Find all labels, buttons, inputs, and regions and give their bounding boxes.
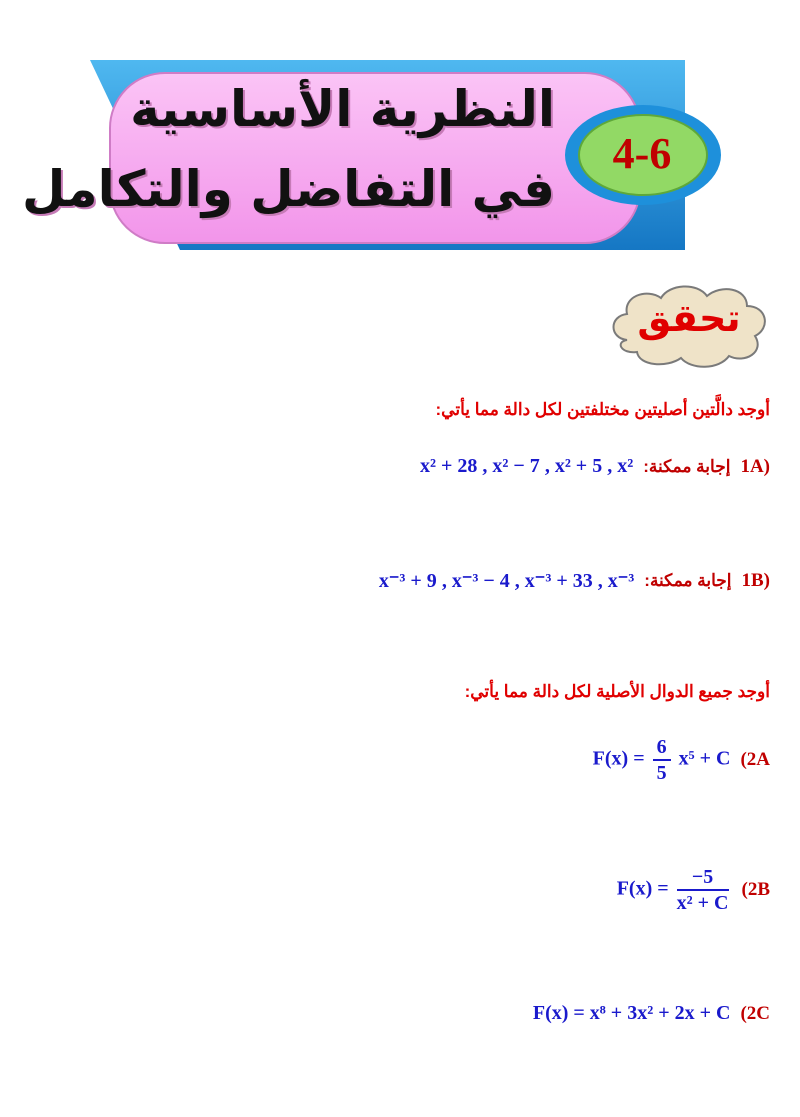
exercise-label: 1A) — [740, 455, 770, 477]
exercise-label: 1B) — [741, 569, 770, 591]
exercise-label: (2C — [740, 1002, 770, 1024]
exercise-2c — [533, 1002, 770, 1025]
fraction-numerator: 6 — [653, 735, 671, 761]
answer-term: x⁻³ + 33 — [524, 570, 593, 592]
answer-term: x² − 7 — [492, 455, 540, 477]
answer-expression — [617, 865, 732, 915]
answer-term: x⁻³ — [607, 570, 635, 592]
fraction — [677, 865, 729, 915]
answer-expression: x⁻³ + 9 , x⁻³ − 4 , x⁻³ + 33 , x⁻³ — [378, 570, 635, 592]
exercise-label: (2A — [740, 749, 770, 770]
answer-expression — [593, 735, 731, 785]
expression-rest: x⁵ + C — [678, 747, 731, 770]
expression-lhs: F(x) = — [616, 877, 669, 900]
answer-expression: F(x) = x⁸ + 3x² + 2x + C — [532, 1002, 731, 1024]
fraction-denominator: x² + C — [676, 892, 729, 914]
answer-term: x² — [617, 455, 634, 477]
answer-term: x² + 5 — [554, 455, 603, 477]
check-label: تحقق — [637, 296, 741, 340]
exercise-label: (2B — [741, 879, 770, 900]
fraction-numerator: −5 — [677, 865, 729, 891]
lesson-title-line1: النظرية الأساسية — [130, 80, 555, 138]
answer-label: إجابة ممكنة: — [644, 570, 732, 590]
exercise-2b — [617, 865, 770, 915]
expression-lhs: F(x) = — [592, 747, 645, 770]
answer-term: x⁻³ + 9 — [378, 570, 437, 592]
answer-label: إجابة ممكنة: — [643, 456, 731, 476]
answer-expression: x² + 28 , x² − 7 , x² + 5 , x² — [420, 455, 634, 477]
section2-instruction: أوجد جميع الدوال الأصلية لكل دالة مما يأتي: — [464, 682, 770, 701]
fraction — [653, 735, 671, 785]
lesson-number: 4-6 — [612, 129, 672, 178]
answer-term: x⁻³ − 4 — [451, 570, 510, 592]
answer-term: x² + 28 — [420, 455, 478, 477]
fraction-denominator: 5 — [656, 762, 667, 784]
exercise-1b — [379, 568, 770, 593]
exercise-1a — [420, 455, 770, 478]
lesson-title-line2: في التفاضل والتكامل — [21, 160, 555, 218]
section1-instruction: أوجد دالَّتين أصليتين مختلفتين لكل دالة مما يأتي: — [435, 400, 770, 419]
exercise-2a — [593, 735, 770, 785]
